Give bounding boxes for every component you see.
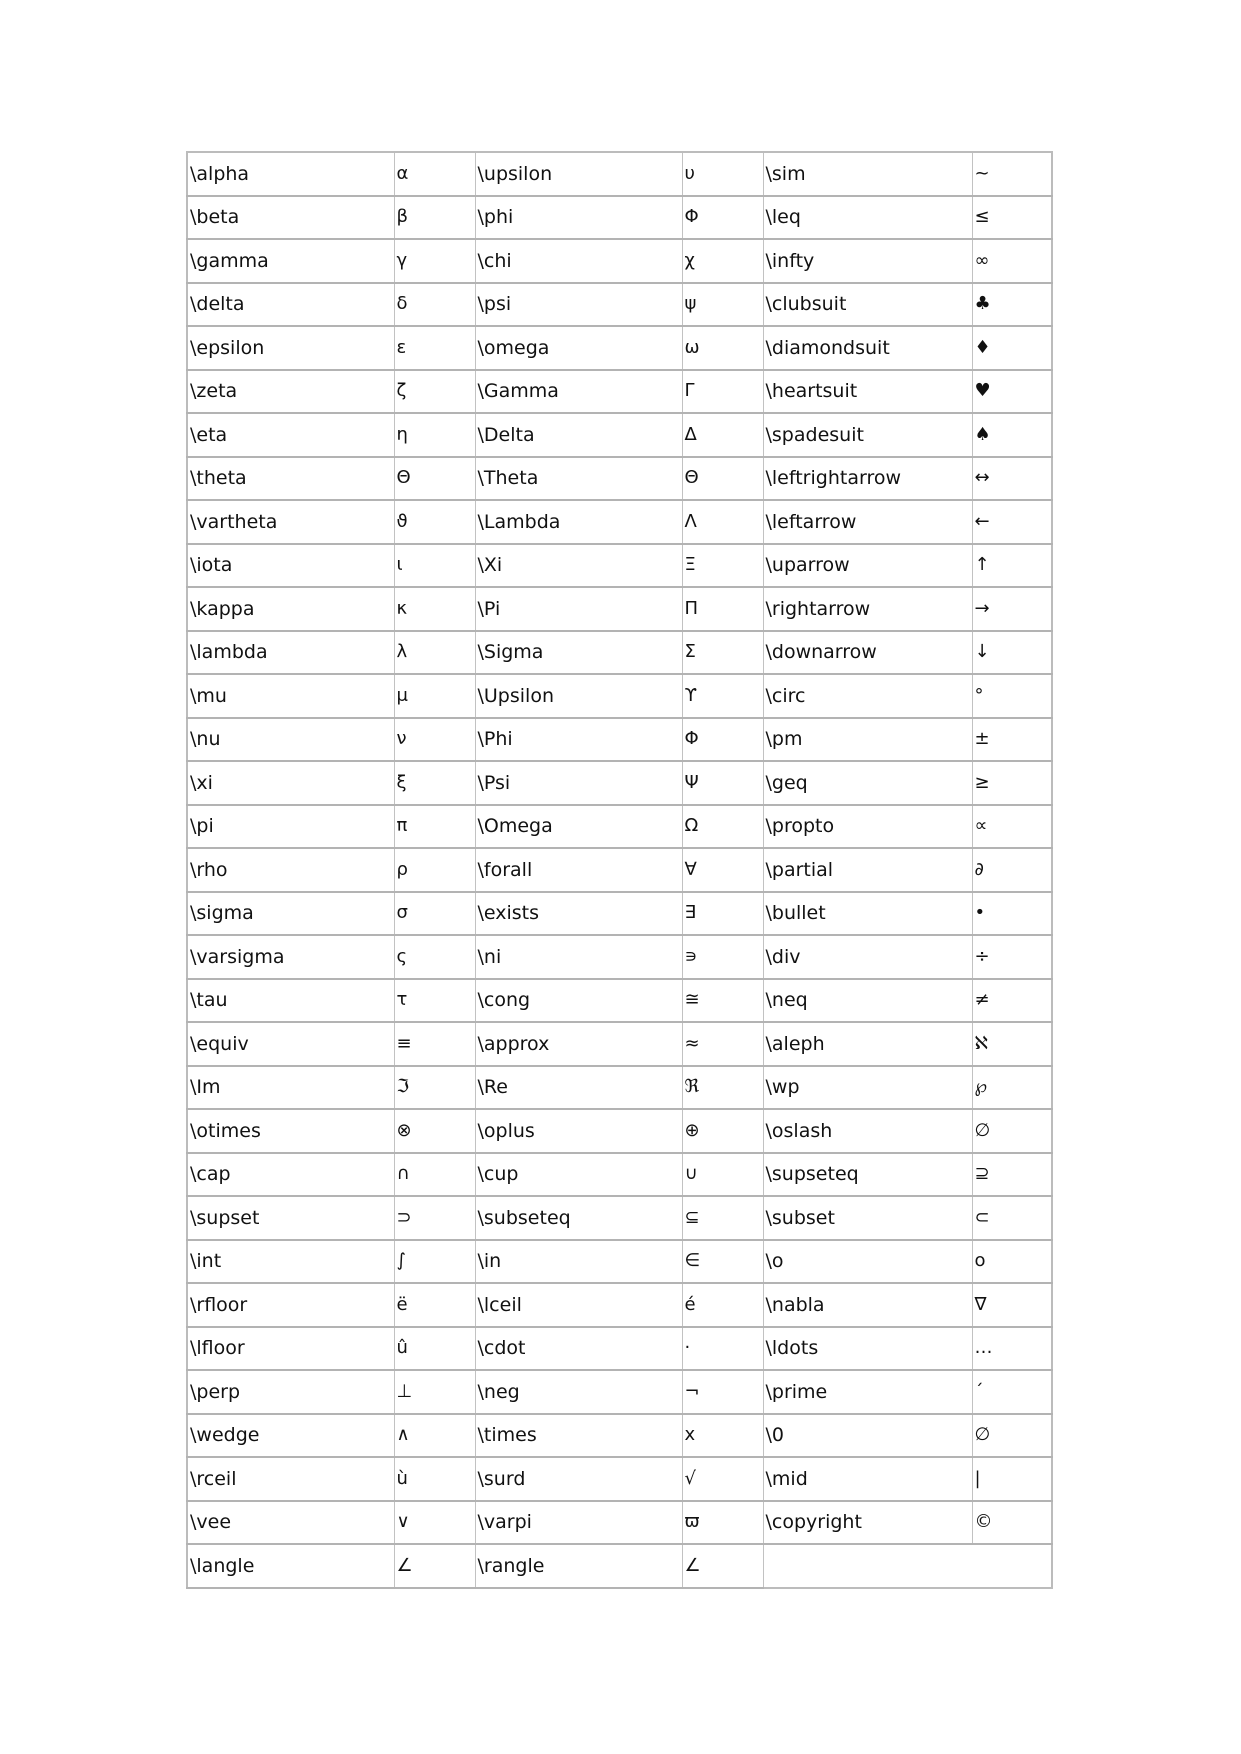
table-row bbox=[187, 631, 1052, 675]
command-cell: \beta bbox=[187, 196, 394, 240]
command-cell: \cap bbox=[187, 1153, 394, 1197]
command-cell: \approx bbox=[475, 1022, 682, 1066]
command-cell: \leftrightarrow bbox=[763, 457, 972, 501]
command-cell: \diamondsuit bbox=[763, 326, 972, 370]
symbol-cell: | bbox=[972, 1457, 1052, 1501]
symbol-cell: · bbox=[682, 1327, 763, 1371]
command-cell: \subset bbox=[763, 1196, 972, 1240]
symbol-cell: Ψ bbox=[682, 761, 763, 805]
symbol-cell: ω bbox=[682, 326, 763, 370]
command-cell: \mid bbox=[763, 1457, 972, 1501]
command-cell: \geq bbox=[763, 761, 972, 805]
symbol-cell: ∞ bbox=[972, 239, 1052, 283]
table-row bbox=[187, 196, 1052, 240]
symbol-cell: υ bbox=[682, 152, 763, 196]
symbol-cell: Σ bbox=[682, 631, 763, 675]
command-cell: \ldots bbox=[763, 1327, 972, 1371]
command-cell: \Im bbox=[187, 1066, 394, 1110]
symbol-cell: • bbox=[972, 892, 1052, 936]
command-cell: \lfloor bbox=[187, 1327, 394, 1371]
symbol-cell: ∃ bbox=[682, 892, 763, 936]
table-row bbox=[187, 892, 1052, 936]
command-cell: \rho bbox=[187, 848, 394, 892]
symbol-cell: ≅ bbox=[682, 979, 763, 1023]
command-cell: \rceil bbox=[187, 1457, 394, 1501]
symbol-cell: ∧ bbox=[394, 1414, 475, 1458]
table-row bbox=[187, 674, 1052, 718]
symbol-cell: û bbox=[394, 1327, 475, 1371]
command-cell: \Re bbox=[475, 1066, 682, 1110]
command-cell: \Delta bbox=[475, 413, 682, 457]
symbol-cell: μ bbox=[394, 674, 475, 718]
command-cell: \equiv bbox=[187, 1022, 394, 1066]
symbol-cell: γ bbox=[394, 239, 475, 283]
table-row bbox=[187, 1544, 1052, 1588]
command-cell: \tau bbox=[187, 979, 394, 1023]
command-cell: \supseteq bbox=[763, 1153, 972, 1197]
command-cell: \rightarrow bbox=[763, 587, 972, 631]
table-row bbox=[187, 1327, 1052, 1371]
command-cell: \Lambda bbox=[475, 500, 682, 544]
command-cell: \omega bbox=[475, 326, 682, 370]
symbol-cell: ι bbox=[394, 544, 475, 588]
symbol-cell: π bbox=[394, 805, 475, 849]
command-cell: \pm bbox=[763, 718, 972, 762]
command-cell: \0 bbox=[763, 1414, 972, 1458]
symbol-cell: δ bbox=[394, 283, 475, 327]
symbol-cell: ⊥ bbox=[394, 1370, 475, 1414]
symbol-cell: ℘ bbox=[972, 1066, 1052, 1110]
command-cell: \ni bbox=[475, 935, 682, 979]
table-row bbox=[187, 1240, 1052, 1284]
table-row bbox=[187, 239, 1052, 283]
command-cell: \uparrow bbox=[763, 544, 972, 588]
table-row bbox=[187, 805, 1052, 849]
table-row bbox=[187, 587, 1052, 631]
table-row bbox=[187, 413, 1052, 457]
command-cell: \eta bbox=[187, 413, 394, 457]
symbol-cell: ⊕ bbox=[682, 1109, 763, 1153]
table-row bbox=[187, 848, 1052, 892]
command-cell: \chi bbox=[475, 239, 682, 283]
symbol-cell: ∀ bbox=[682, 848, 763, 892]
symbol-cell: ´ bbox=[972, 1370, 1052, 1414]
symbol-table-body bbox=[187, 152, 1052, 1588]
command-cell: \forall bbox=[475, 848, 682, 892]
symbol-cell: β bbox=[394, 196, 475, 240]
command-cell: \bullet bbox=[763, 892, 972, 936]
command-cell: \sim bbox=[763, 152, 972, 196]
command-cell: \wedge bbox=[187, 1414, 394, 1458]
symbol-cell: ∈ bbox=[682, 1240, 763, 1284]
command-cell: \pi bbox=[187, 805, 394, 849]
table-row bbox=[187, 1109, 1052, 1153]
command-cell: \leq bbox=[763, 196, 972, 240]
command-cell: \neq bbox=[763, 979, 972, 1023]
table-row bbox=[187, 152, 1052, 196]
symbol-cell: Φ bbox=[682, 718, 763, 762]
symbol-cell: ∂ bbox=[972, 848, 1052, 892]
command-cell: \mu bbox=[187, 674, 394, 718]
symbol-cell: Θ bbox=[394, 457, 475, 501]
empty-cell bbox=[763, 1544, 1052, 1588]
symbol-cell: ≥ bbox=[972, 761, 1052, 805]
command-cell: \oslash bbox=[763, 1109, 972, 1153]
symbol-cell: ∠ bbox=[394, 1544, 475, 1588]
symbol-cell: η bbox=[394, 413, 475, 457]
symbol-cell: o bbox=[972, 1240, 1052, 1284]
command-cell: \copyright bbox=[763, 1501, 972, 1545]
symbol-cell: → bbox=[972, 587, 1052, 631]
symbol-cell: ∇ bbox=[972, 1283, 1052, 1327]
command-cell: \infty bbox=[763, 239, 972, 283]
command-cell: \varpi bbox=[475, 1501, 682, 1545]
command-cell: \Theta bbox=[475, 457, 682, 501]
command-cell: \in bbox=[475, 1240, 682, 1284]
symbol-cell: ë bbox=[394, 1283, 475, 1327]
command-cell: \div bbox=[763, 935, 972, 979]
symbol-cell: ⊆ bbox=[682, 1196, 763, 1240]
command-cell: \Xi bbox=[475, 544, 682, 588]
command-cell: \spadesuit bbox=[763, 413, 972, 457]
symbol-cell: ← bbox=[972, 500, 1052, 544]
symbol-cell: ÷ bbox=[972, 935, 1052, 979]
command-cell: \Omega bbox=[475, 805, 682, 849]
symbol-cell: ς bbox=[394, 935, 475, 979]
symbol-cell: ξ bbox=[394, 761, 475, 805]
symbol-cell: ↑ bbox=[972, 544, 1052, 588]
symbol-cell: ζ bbox=[394, 370, 475, 414]
command-cell: \xi bbox=[187, 761, 394, 805]
table-row bbox=[187, 1283, 1052, 1327]
symbol-cell: Φ bbox=[682, 196, 763, 240]
symbol-cell: ∨ bbox=[394, 1501, 475, 1545]
command-cell: \downarrow bbox=[763, 631, 972, 675]
symbol-cell: © bbox=[972, 1501, 1052, 1545]
command-cell: \cdot bbox=[475, 1327, 682, 1371]
symbol-cell: ∠ bbox=[682, 1544, 763, 1588]
symbol-cell: ~ bbox=[972, 152, 1052, 196]
symbol-cell: ε bbox=[394, 326, 475, 370]
symbol-cell: ⊇ bbox=[972, 1153, 1052, 1197]
symbol-cell: ≤ bbox=[972, 196, 1052, 240]
symbol-cell: ∅ bbox=[972, 1109, 1052, 1153]
command-cell: \phi bbox=[475, 196, 682, 240]
command-cell: \prime bbox=[763, 1370, 972, 1414]
command-cell: \otimes bbox=[187, 1109, 394, 1153]
table-row bbox=[187, 457, 1052, 501]
symbol-cell: Θ bbox=[682, 457, 763, 501]
table-row bbox=[187, 1370, 1052, 1414]
symbol-cell: ℑ bbox=[394, 1066, 475, 1110]
symbol-cell: ⊃ bbox=[394, 1196, 475, 1240]
command-cell: \int bbox=[187, 1240, 394, 1284]
symbol-cell: ù bbox=[394, 1457, 475, 1501]
symbol-cell: é bbox=[682, 1283, 763, 1327]
table-row bbox=[187, 979, 1052, 1023]
symbol-cell: ≠ bbox=[972, 979, 1052, 1023]
symbol-cell: Ξ bbox=[682, 544, 763, 588]
table-row bbox=[187, 370, 1052, 414]
symbol-cell: Δ bbox=[682, 413, 763, 457]
command-cell: \heartsuit bbox=[763, 370, 972, 414]
command-cell: \delta bbox=[187, 283, 394, 327]
command-cell: \circ bbox=[763, 674, 972, 718]
command-cell: \langle bbox=[187, 1544, 394, 1588]
symbol-cell: ⊂ bbox=[972, 1196, 1052, 1240]
command-cell: \Phi bbox=[475, 718, 682, 762]
symbol-cell: ♦ bbox=[972, 326, 1052, 370]
table-row bbox=[187, 1414, 1052, 1458]
command-cell: \alpha bbox=[187, 152, 394, 196]
command-cell: \leftarrow bbox=[763, 500, 972, 544]
command-cell: \vee bbox=[187, 1501, 394, 1545]
command-cell: \Gamma bbox=[475, 370, 682, 414]
symbol-cell: Γ bbox=[682, 370, 763, 414]
symbol-cell: σ bbox=[394, 892, 475, 936]
symbol-cell: ρ bbox=[394, 848, 475, 892]
symbol-cell: ≡ bbox=[394, 1022, 475, 1066]
symbol-cell: λ bbox=[394, 631, 475, 675]
table-row bbox=[187, 326, 1052, 370]
command-cell: \varsigma bbox=[187, 935, 394, 979]
symbol-cell: ↔ bbox=[972, 457, 1052, 501]
command-cell: \clubsuit bbox=[763, 283, 972, 327]
symbol-cell: √ bbox=[682, 1457, 763, 1501]
command-cell: \partial bbox=[763, 848, 972, 892]
command-cell: \vartheta bbox=[187, 500, 394, 544]
table-row bbox=[187, 935, 1052, 979]
command-cell: \kappa bbox=[187, 587, 394, 631]
command-cell: \aleph bbox=[763, 1022, 972, 1066]
command-cell: \zeta bbox=[187, 370, 394, 414]
command-cell: \times bbox=[475, 1414, 682, 1458]
symbol-cell: χ bbox=[682, 239, 763, 283]
symbol-cell: ♥ bbox=[972, 370, 1052, 414]
table-row bbox=[187, 283, 1052, 327]
symbol-cell: ∫ bbox=[394, 1240, 475, 1284]
command-cell: \upsilon bbox=[475, 152, 682, 196]
symbol-cell: Ω bbox=[682, 805, 763, 849]
command-cell: \perp bbox=[187, 1370, 394, 1414]
table-row bbox=[187, 1196, 1052, 1240]
command-cell: \rfloor bbox=[187, 1283, 394, 1327]
command-cell: \psi bbox=[475, 283, 682, 327]
symbol-cell: … bbox=[972, 1327, 1052, 1371]
symbol-cell: ν bbox=[394, 718, 475, 762]
symbol-cell: ϑ bbox=[394, 500, 475, 544]
table-row bbox=[187, 1153, 1052, 1197]
command-cell: \nabla bbox=[763, 1283, 972, 1327]
symbol-cell: x bbox=[682, 1414, 763, 1458]
command-cell: \subseteq bbox=[475, 1196, 682, 1240]
symbol-cell: κ bbox=[394, 587, 475, 631]
command-cell: \sigma bbox=[187, 892, 394, 936]
command-cell: \propto bbox=[763, 805, 972, 849]
table-row bbox=[187, 1501, 1052, 1545]
command-cell: \Psi bbox=[475, 761, 682, 805]
command-cell: \iota bbox=[187, 544, 394, 588]
command-cell: \Upsilon bbox=[475, 674, 682, 718]
table-row bbox=[187, 761, 1052, 805]
symbol-cell: ∝ bbox=[972, 805, 1052, 849]
command-cell: \o bbox=[763, 1240, 972, 1284]
command-cell: \gamma bbox=[187, 239, 394, 283]
command-cell: \exists bbox=[475, 892, 682, 936]
symbol-cell: ∅ bbox=[972, 1414, 1052, 1458]
symbol-cell: α bbox=[394, 152, 475, 196]
symbol-cell: ° bbox=[972, 674, 1052, 718]
table-row bbox=[187, 1066, 1052, 1110]
command-cell: \theta bbox=[187, 457, 394, 501]
command-cell: \lambda bbox=[187, 631, 394, 675]
symbol-cell: ↓ bbox=[972, 631, 1052, 675]
symbol-cell: ♠ bbox=[972, 413, 1052, 457]
command-cell: \lceil bbox=[475, 1283, 682, 1327]
command-cell: \neg bbox=[475, 1370, 682, 1414]
command-cell: \Sigma bbox=[475, 631, 682, 675]
symbol-cell: ≈ bbox=[682, 1022, 763, 1066]
symbol-cell: ∩ bbox=[394, 1153, 475, 1197]
table-row bbox=[187, 500, 1052, 544]
symbol-cell: ± bbox=[972, 718, 1052, 762]
command-cell: \nu bbox=[187, 718, 394, 762]
command-cell: \Pi bbox=[475, 587, 682, 631]
command-cell: \cong bbox=[475, 979, 682, 1023]
symbol-table bbox=[186, 151, 1053, 1589]
symbol-cell: ¬ bbox=[682, 1370, 763, 1414]
table-row bbox=[187, 1022, 1052, 1066]
symbol-cell: Λ bbox=[682, 500, 763, 544]
command-cell: \cup bbox=[475, 1153, 682, 1197]
command-cell: \wp bbox=[763, 1066, 972, 1110]
command-cell: \surd bbox=[475, 1457, 682, 1501]
command-cell: \supset bbox=[187, 1196, 394, 1240]
symbol-cell: ℵ bbox=[972, 1022, 1052, 1066]
command-cell: \oplus bbox=[475, 1109, 682, 1153]
symbol-cell: Π bbox=[682, 587, 763, 631]
symbol-cell: ∍ bbox=[682, 935, 763, 979]
command-cell: \rangle bbox=[475, 1544, 682, 1588]
table-row bbox=[187, 718, 1052, 762]
symbol-cell: ϖ bbox=[682, 1501, 763, 1545]
table-row bbox=[187, 1457, 1052, 1501]
table-row bbox=[187, 544, 1052, 588]
command-cell: \epsilon bbox=[187, 326, 394, 370]
symbol-cell: ϒ bbox=[682, 674, 763, 718]
symbol-cell: ∪ bbox=[682, 1153, 763, 1197]
symbol-cell: ℜ bbox=[682, 1066, 763, 1110]
symbol-cell: τ bbox=[394, 979, 475, 1023]
symbol-cell: ψ bbox=[682, 283, 763, 327]
symbol-cell: ♣ bbox=[972, 283, 1052, 327]
symbol-cell: ⊗ bbox=[394, 1109, 475, 1153]
